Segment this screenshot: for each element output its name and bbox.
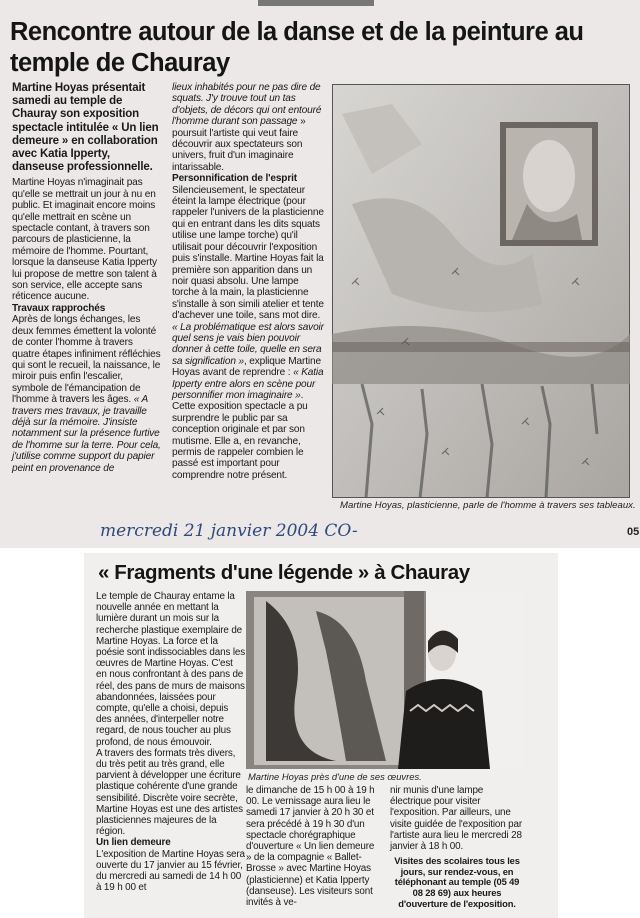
- article-text: Après de longs échanges, les deux femmes émettent la volonté de conter l'homme à travers quatre étapes infiniment réfléchies qui sont le recueil, la naissance, le miroir puis enfin l'escalier, symbole de l'émancipation de l'homme à travers les âges.: [12, 314, 161, 406]
- subheading: Personnification de l'esprit: [172, 173, 297, 185]
- article-paragraph: le dimanche de 15 h 00 à 19 h 00. Le vernissage aura lieu le samedi 17 janvier à 20 h 30 et sera précédé à 19 h 30 d'un spectacle chorégraphique d'ouverture « Un lien demeure » de la compagnie « Ballet-Brosse » avec Martine Hoyas (plasticienne) et Katia Ipperty (danseuse). Les visiteurs sont invités à ve-: [246, 785, 375, 909]
- quote-text: « A travers mes travaux, je travaille déjà sur la mémoire. J'insiste notamment sur la présence furtive de l'homme sur la terre. Pour cela, j'utilise comme support du papier peint en provenance de: [12, 394, 161, 474]
- article-photo-artist: [246, 591, 524, 769]
- article-paragraph: [172, 82, 324, 173]
- article-paragraph: [12, 314, 161, 474]
- quote-text: « Katia Ipperty entre alors en scène pour personnifier mon imaginaire »: [172, 367, 324, 401]
- article-paragraph: A travers des formats très divers, du très petit au très grand, elle parvient à développer une écriture plastique cohérente d'une grande sensibilité. Discrète voire secrète, Martine Hoyas est une des artistes plasticiennes majeures de la région.: [96, 747, 243, 838]
- quote-text: « La problématique est alors savoir quel sens je vais bien pouvoir donner à cette toile, quelle en sera sa signification »: [172, 321, 324, 367]
- page-number: 05: [627, 526, 640, 538]
- article-column-2: [246, 785, 382, 908]
- article-paragraph: nir munis d'une lampe électrique pour visiter l'exposition. Par ailleurs, une visite guidée de l'exposition par l'artiste aura lieu le mercredi 28 janvier à 18 h 00.: [390, 785, 522, 853]
- article-paragraph: L'exposition de Martine Hoyas sera ouverte du 17 janvier au 15 février, du mercredi au samedi de 14 h 00 à 19 h 00 et: [96, 848, 245, 894]
- subheading: Un lien demeure: [96, 837, 171, 849]
- contact-info: Visites des scolaires tous les jours, sur rendez-vous, en téléphonant au temple (05 49 08 28 69) aux heures d'ouverture de l'exposition.: [394, 855, 520, 909]
- article-column-3: [390, 785, 524, 909]
- handwritten-date-text: mercredi 21 janvier 2004 CO-: [100, 521, 358, 541]
- section-kicker: [258, 0, 374, 6]
- article-column-2: [172, 82, 324, 481]
- photo-caption: Martine Hoyas, plasticienne, parle de l'homme à travers ses tableaux.: [340, 500, 636, 511]
- article-text: » poursuit l'artiste qui veut faire découvrir aux spectateurs son univers, fruit d'un imaginaire intarissable.: [172, 116, 306, 173]
- subheading: Travaux rapprochés: [12, 302, 106, 314]
- quote-text: lieux inhabités pour ne pas dire de squats. J'y trouve tout un tas d'objets, de décors qui ont entouré l'homme durant son passage: [172, 82, 322, 128]
- article-paragraph: Le temple de Chauray entame la nouvelle année en mettant la lumière durant un mois sur la recherche plastique exemplaire de Martine Hoyas. La force et la poésie sont indissociables dans les œuvres de Martine Hoyas. C'est en nous confrontant à des pans de réel, des pans de murs de maisons abandonnées, laissées pour compte, qu'elle a choisi, depuis des années, d'interpeller notre regard, de nous toucher au plus profond, de nous émouvoir.: [96, 591, 246, 748]
- article-text: . Cette exposition spectacle a pu surprendre le public par sa conception originale et par son mutisme. Elle a, en revanche, permis de rappeler combien le passé est important pour comprendre notre présent.: [172, 389, 308, 481]
- photo-caption: Martine Hoyas près d'une de ses œuvres.: [248, 771, 422, 782]
- article-column-1: [96, 591, 246, 893]
- article-photo-painting: [332, 84, 630, 498]
- article-headline: Rencontre autour de la danse et de la peinture au temple de Chauray: [10, 18, 584, 77]
- article-paragraph: [172, 185, 324, 482]
- article-text: , explique Martine Hoyas avant de reprendre :: [172, 355, 321, 379]
- article-headline: « Fragments d'une légende » à Chauray: [98, 561, 470, 584]
- newspaper-clipping-2: [84, 553, 558, 918]
- article-chapo: Martine Hoyas présentait samedi au temple de Chauray son exposition spectacle intitulée « Un lien demeure » en collaboration avec Katia Ipperty, danseuse professionnelle.: [12, 82, 159, 174]
- article-paragraph: Martine Hoyas n'imaginait pas qu'elle se mettrait un jour à nu en public. Et imaginait encore moins qu'elle mettrait en scène un spectacle contant, à travers son parcours de plasticienne, la mémoire de l'homme. Pourtant, lorsque la danseuse Katia Ipperty lui propose de mettre son talent à son service, elle accepte sans réticence aucune.: [12, 177, 157, 303]
- handwritten-date-annotation: [100, 514, 570, 544]
- article-text: Silencieusement, le spectateur éteint la lampe électrique (pour rappeler l'univers de la plasticienne qui en entrant dans les dits squats utilise une lampe torche) qu'il utilisait pour découvrir l'exposition puis s'installe. Martine Hoyas fait la première son apparition dans un noir quasi absolu. Une lampe torche à la main, la plasticienne s'installe à son simili atelier et tente d'achever une toile, sans mot dire.: [172, 184, 324, 322]
- article-column-1: [12, 82, 161, 474]
